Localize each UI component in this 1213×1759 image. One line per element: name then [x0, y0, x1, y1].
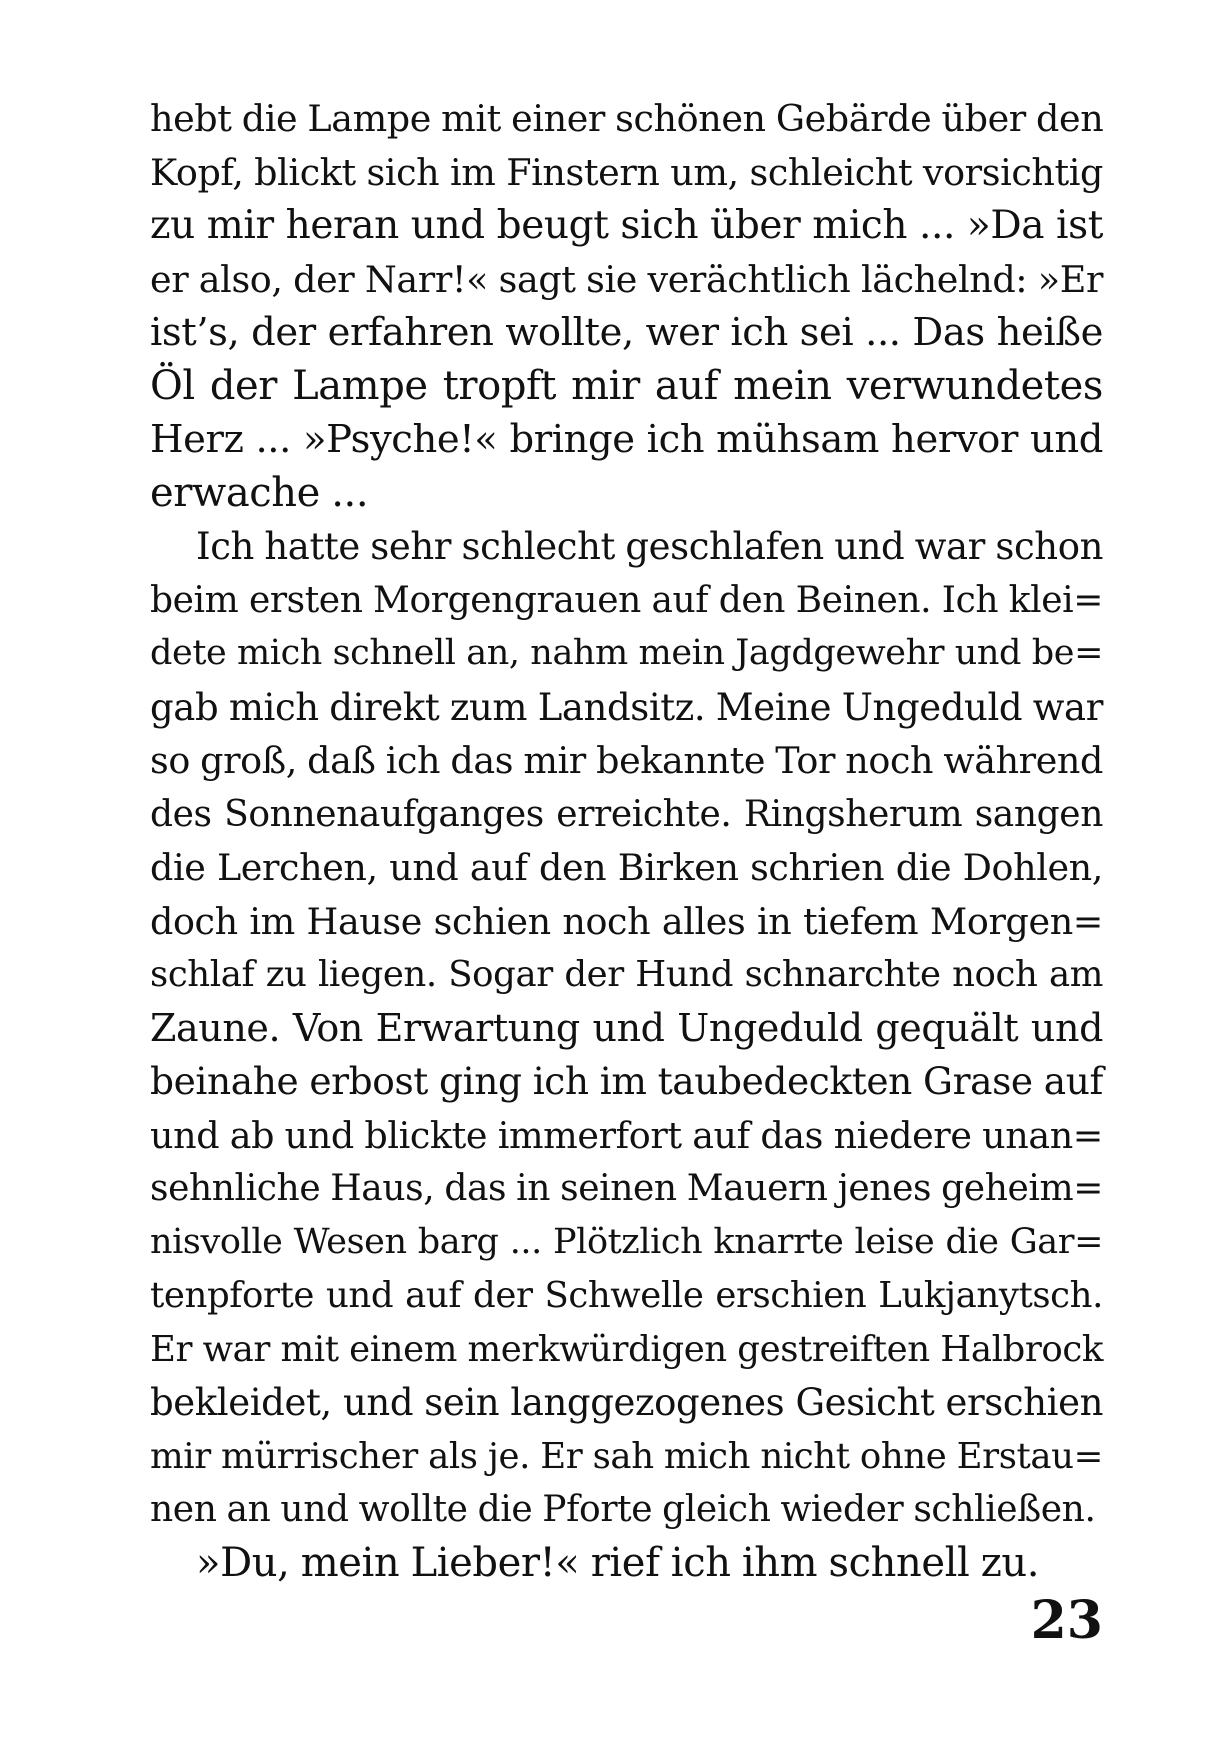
text-line: hebt die Lampe mit einer schönen Gebärde über den: [150, 97, 1104, 140]
text-line: Zaune. Von Erwartung und Ungeduld gequält und: [150, 1005, 1103, 1050]
text-line: tenpforte und auf der Schwelle erschien Lukjanytsch.: [150, 1275, 1103, 1316]
paragraph-1: [150, 92, 1103, 520]
text-line: Kopf, blickt sich im Finstern um, schleicht vorsichtig: [150, 150, 1103, 194]
paragraph-3: [150, 1537, 1103, 1591]
page-number: 23: [1030, 1590, 1103, 1651]
text-line: so groß, daß ich das mir bekannte Tor noch während: [150, 739, 1103, 782]
text-line: nisvolle Wesen barg ... Plötzlich knarrte leise die Gar=: [150, 1221, 1103, 1262]
text-line: Herz ... »Psyche!« bringe ich mühsam hervor und: [150, 417, 1103, 462]
text-line: mir mürrischer als je. Er sah mich nicht ohne Erstau=: [150, 1435, 1103, 1477]
text-line: zu mir heran und beugt sich über mich ... »Da ist: [150, 203, 1103, 248]
text-line: schlaf zu liegen. Sogar der Hund schnarchte noch am: [150, 954, 1103, 995]
text-line: erwache ...: [150, 469, 369, 516]
text-line: die Lerchen, und auf den Birken schrien die Dohlen,: [150, 846, 1103, 889]
text-line: ist’s, der erfahren wollte, wer ich sei ... Das heiße: [150, 310, 1103, 355]
text-line: »Du, mein Lieber!« rief ich ihm schnell zu.: [196, 1539, 1040, 1586]
text-line: beinahe erbost ging ich im taubedeckten Grase auf: [150, 1059, 1103, 1103]
text-line: er also, der Narr!« sagt sie verächtlich lächelnd: »Er: [150, 257, 1103, 301]
text-line: gab mich direkt zum Landsitz. Meine Ungeduld war: [150, 685, 1103, 729]
book-page: [150, 92, 1103, 1590]
text-line: Er war mit einem merkwürdigen gestreiften Halbrock: [150, 1328, 1103, 1370]
text-line: beim ersten Morgengrauen auf den Beinen. Ich klei=: [150, 579, 1103, 621]
text-line: nen an und wollte die Pforte gleich wieder schließen.: [150, 1489, 1096, 1530]
text-line: Öl der Lampe tropft mir auf mein verwundetes: [150, 362, 1103, 409]
text-line: dete mich schnell an, nahm mein Jagdgewehr und be=: [150, 633, 1103, 673]
text-line: sehnliche Haus, das in seinen Mauern jenes geheim=: [150, 1168, 1103, 1209]
text-line: und ab und blickte immerfort auf das niedere unan=: [150, 1113, 1103, 1157]
text-line: Ich hatte sehr schlecht geschlafen und war schon: [196, 525, 1103, 568]
text-line: des Sonnenaufganges erreichte. Ringsherum sangen: [150, 793, 1103, 835]
text-line: bekleidet, und sein langgezogenes Gesicht erschien: [150, 1381, 1103, 1424]
paragraph-2: [150, 520, 1103, 1537]
text-line: doch im Hause schien noch alles in tiefem Morgen=: [150, 899, 1103, 943]
